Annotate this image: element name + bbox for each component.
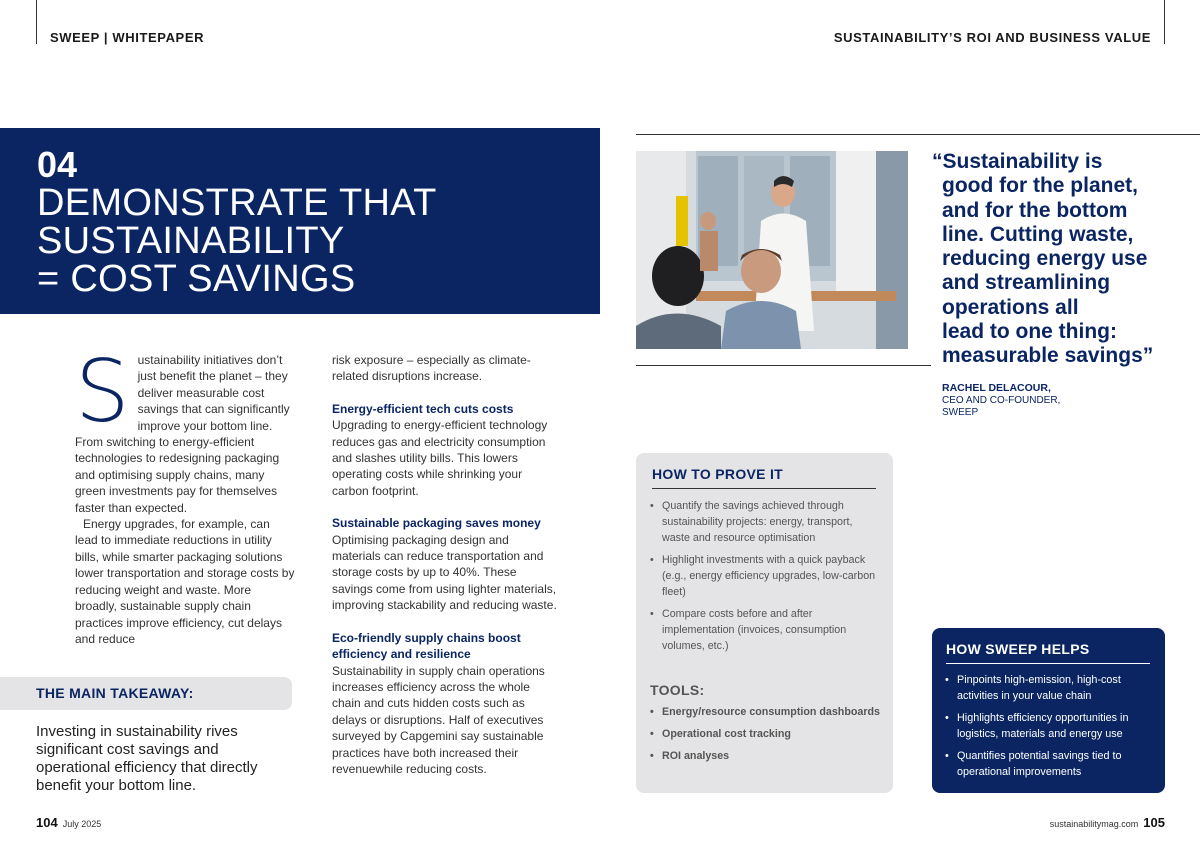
header-rule-left [36,0,37,44]
meeting-photo [636,151,908,349]
quote-line: line. Cutting waste, [942,222,1134,246]
article-section [332,630,560,778]
pull-quote [932,150,1172,369]
article-section [332,515,560,613]
drop-cap: S [75,342,130,442]
article-section [332,401,560,499]
footer-left [36,815,101,830]
intro-line: deliver measurable cost [137,385,265,400]
section-title-block [0,128,600,314]
quote-line: lead to one thing: [942,320,1117,344]
quote-line: good for the planet, [942,174,1138,198]
section-title-line: SUSTAINABILITY [37,220,345,262]
tools-heading: TOOLS: [650,682,705,698]
continuation-text: risk exposure – especially as climate-related disruptions increase. [332,353,531,384]
list-item: • Highlights efficiency opportunities in logistics, materials and energy use [944,710,1156,742]
section-heading: Energy-efficient tech cuts costs [332,401,514,416]
intro-line: just benefit the planet – they [137,369,288,384]
site-name: sustainabilitymag.com [1049,819,1139,829]
meeting-photo-illustration [636,151,908,349]
sweep-list [944,672,1156,786]
takeaway-label: THE MAIN TAKEAWAY: [0,677,292,710]
list-item: • Operational cost tracking [649,726,881,742]
section-text: Optimising packaging design and materials can reduce transportation and storage costs by up to 40%. These savings come from using lighter materials, improving stackability and reducing waste. [332,532,557,613]
quote-author-role: CEO AND CO-FOUNDER, [942,394,1061,406]
takeaway-text: Investing in sustainability rives significant cost savings and operational efficiency that directly benefit your bottom line. [36,723,258,794]
sweep-heading-rule [946,663,1150,664]
list-item: • Pinpoints high-emission, high-cost activities in your value chain [944,672,1156,704]
quote-line: operations all [942,295,1079,319]
photo-bottom-rule [636,365,931,366]
prove-heading-rule [652,488,876,489]
intro-line: ustainability initiatives don’t [137,353,283,367]
list-item: • Quantify the savings achieved through sustainability projects: energy, transport, waste and resource optimisation [649,498,881,546]
section-title-line: = COST SAVINGS [37,258,356,300]
intro-line: savings that can significantly [137,402,290,417]
quote-line: and streamlining [942,271,1111,295]
intro-line: improve your bottom line. [137,418,273,433]
list-item: • ROI analyses [649,748,881,764]
list-item: • Compare costs before and after implementation (invoices, consumption volumes, etc.) [649,606,881,654]
tools-list [649,704,881,770]
section-text: Upgrading to energy-efficient technology reduces gas and electricity consumption and slashes utility bills. This lowers operating costs while shrinking your carbon footprint. [332,418,548,498]
quote-author-company: SWEEP [942,407,979,418]
body-column-1 [75,342,295,647]
quote-line: and for the bottom [942,198,1128,222]
intro-rest: From switching to energy-efficient technologies to redesigning packaging and optimising supply chains, many green investments pay for themselves faster than expected. [75,435,280,515]
quote-line: measurable savings” [942,344,1154,368]
how-sweep-helps-box [932,628,1165,793]
intro-paragraph-2: Energy upgrades, for example, can lead to immediate reductions in utility bills, while smarter packaging solutions lower transportation and storage costs by reducing weight and waste. More broadly, sustainable supply chain practices improve efficiency, cut delays and reduce [75,517,295,646]
section-heading: Eco-friendly supply chains boost efficiency and resilience [332,630,521,662]
quote-author-name: RACHEL DELACOUR, [942,382,1051,394]
prove-heading: HOW TO PROVE IT [652,466,784,482]
page-number-right: 105 [1143,815,1165,830]
how-to-prove-box [636,453,893,793]
header-left: SWEEP | WHITEPAPER [50,30,205,45]
header-rule-right [1164,0,1165,44]
list-item: • Energy/resource consumption dashboards [649,704,881,720]
page-number-left: 104 [36,815,58,830]
list-item: • Quantifies potential savings tied to operational improvements [944,748,1156,780]
section-heading: Sustainable packaging saves money [332,516,541,531]
quote-line: reducing energy use [942,247,1148,271]
quote-line: “Sustainability is [932,150,1103,173]
section-number: 04 [37,144,78,185]
section-title-line: DEMONSTRATE THAT [37,182,437,224]
header-right: SUSTAINABILITY’S ROI AND BUSINESS VALUE [833,30,1151,45]
footer-right [1050,815,1165,830]
section-text: Sustainability in supply chain operations increases efficiency across the whole chain and cuts hidden costs such as delays or disruptions. Half of executives surveyed by Capgemini say sustainable practices have both increased their revenuewhile reducing costs. [332,663,545,776]
issue-date: July 2025 [62,819,102,829]
body-column-2 [332,352,560,793]
quote-attribution [942,382,1060,420]
prove-list [649,498,881,660]
list-item: • Highlight investments with a quick payback (e.g., energy efficiency upgrades, low-carbon fleet) [649,552,881,600]
top-rule [636,134,1200,135]
sweep-heading: HOW SWEEP HELPS [946,641,1090,657]
